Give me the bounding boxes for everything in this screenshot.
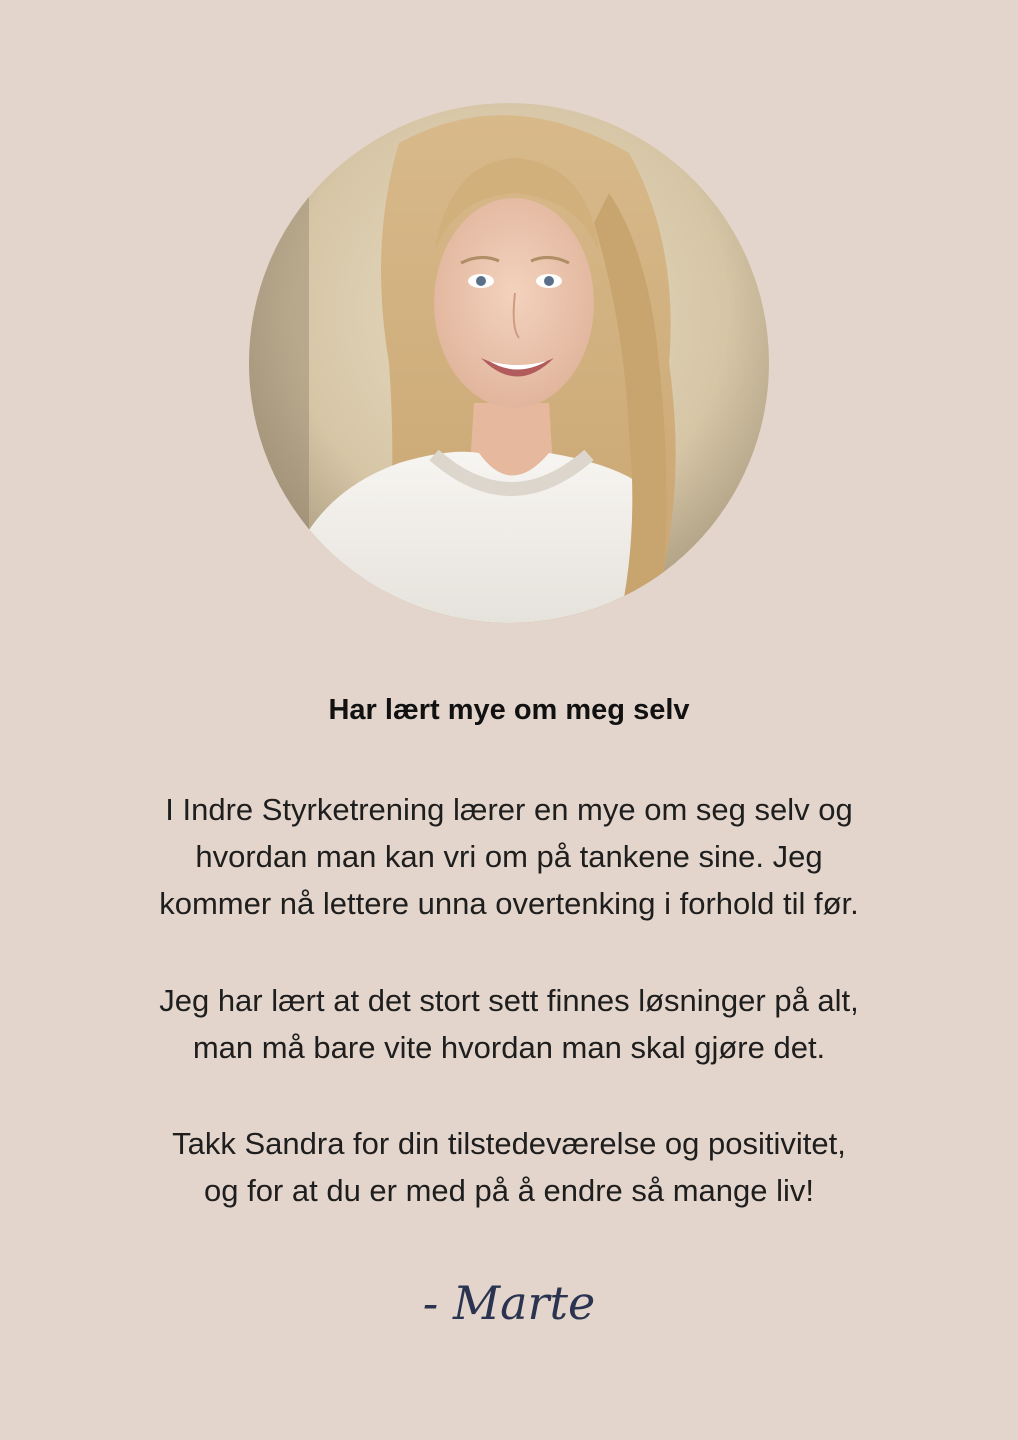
portrait-photo	[249, 103, 769, 623]
testimonial-signature: - Marte	[422, 1276, 596, 1330]
testimonial-paragraph-2	[60, 977, 958, 1071]
paragraph-line: Jeg har lært at det stort sett finnes løsninger på alt,	[159, 983, 859, 1018]
portrait-illustration	[249, 103, 769, 623]
paragraph-line: kommer nå lettere unna overtenking i forhold til før.	[159, 886, 859, 921]
paragraph-line: og for at du er med på å endre så mange liv!	[203, 1173, 815, 1208]
paragraph-line: Takk Sandra for din tilstedeværelse og positivitet,	[172, 1126, 846, 1161]
paragraph-line: man må bare vite hvordan man skal gjøre det.	[192, 1030, 826, 1065]
testimonial-paragraph-3	[60, 1120, 958, 1214]
paragraph-line: I Indre Styrketrening lærer en mye om seg selv og	[165, 792, 853, 827]
testimonial-heading: Har lært mye om meg selv	[328, 694, 690, 726]
testimonial-paragraph-1	[60, 786, 958, 927]
paragraph-line: hvordan man kan vri om på tankene sine. Jeg	[195, 839, 823, 874]
